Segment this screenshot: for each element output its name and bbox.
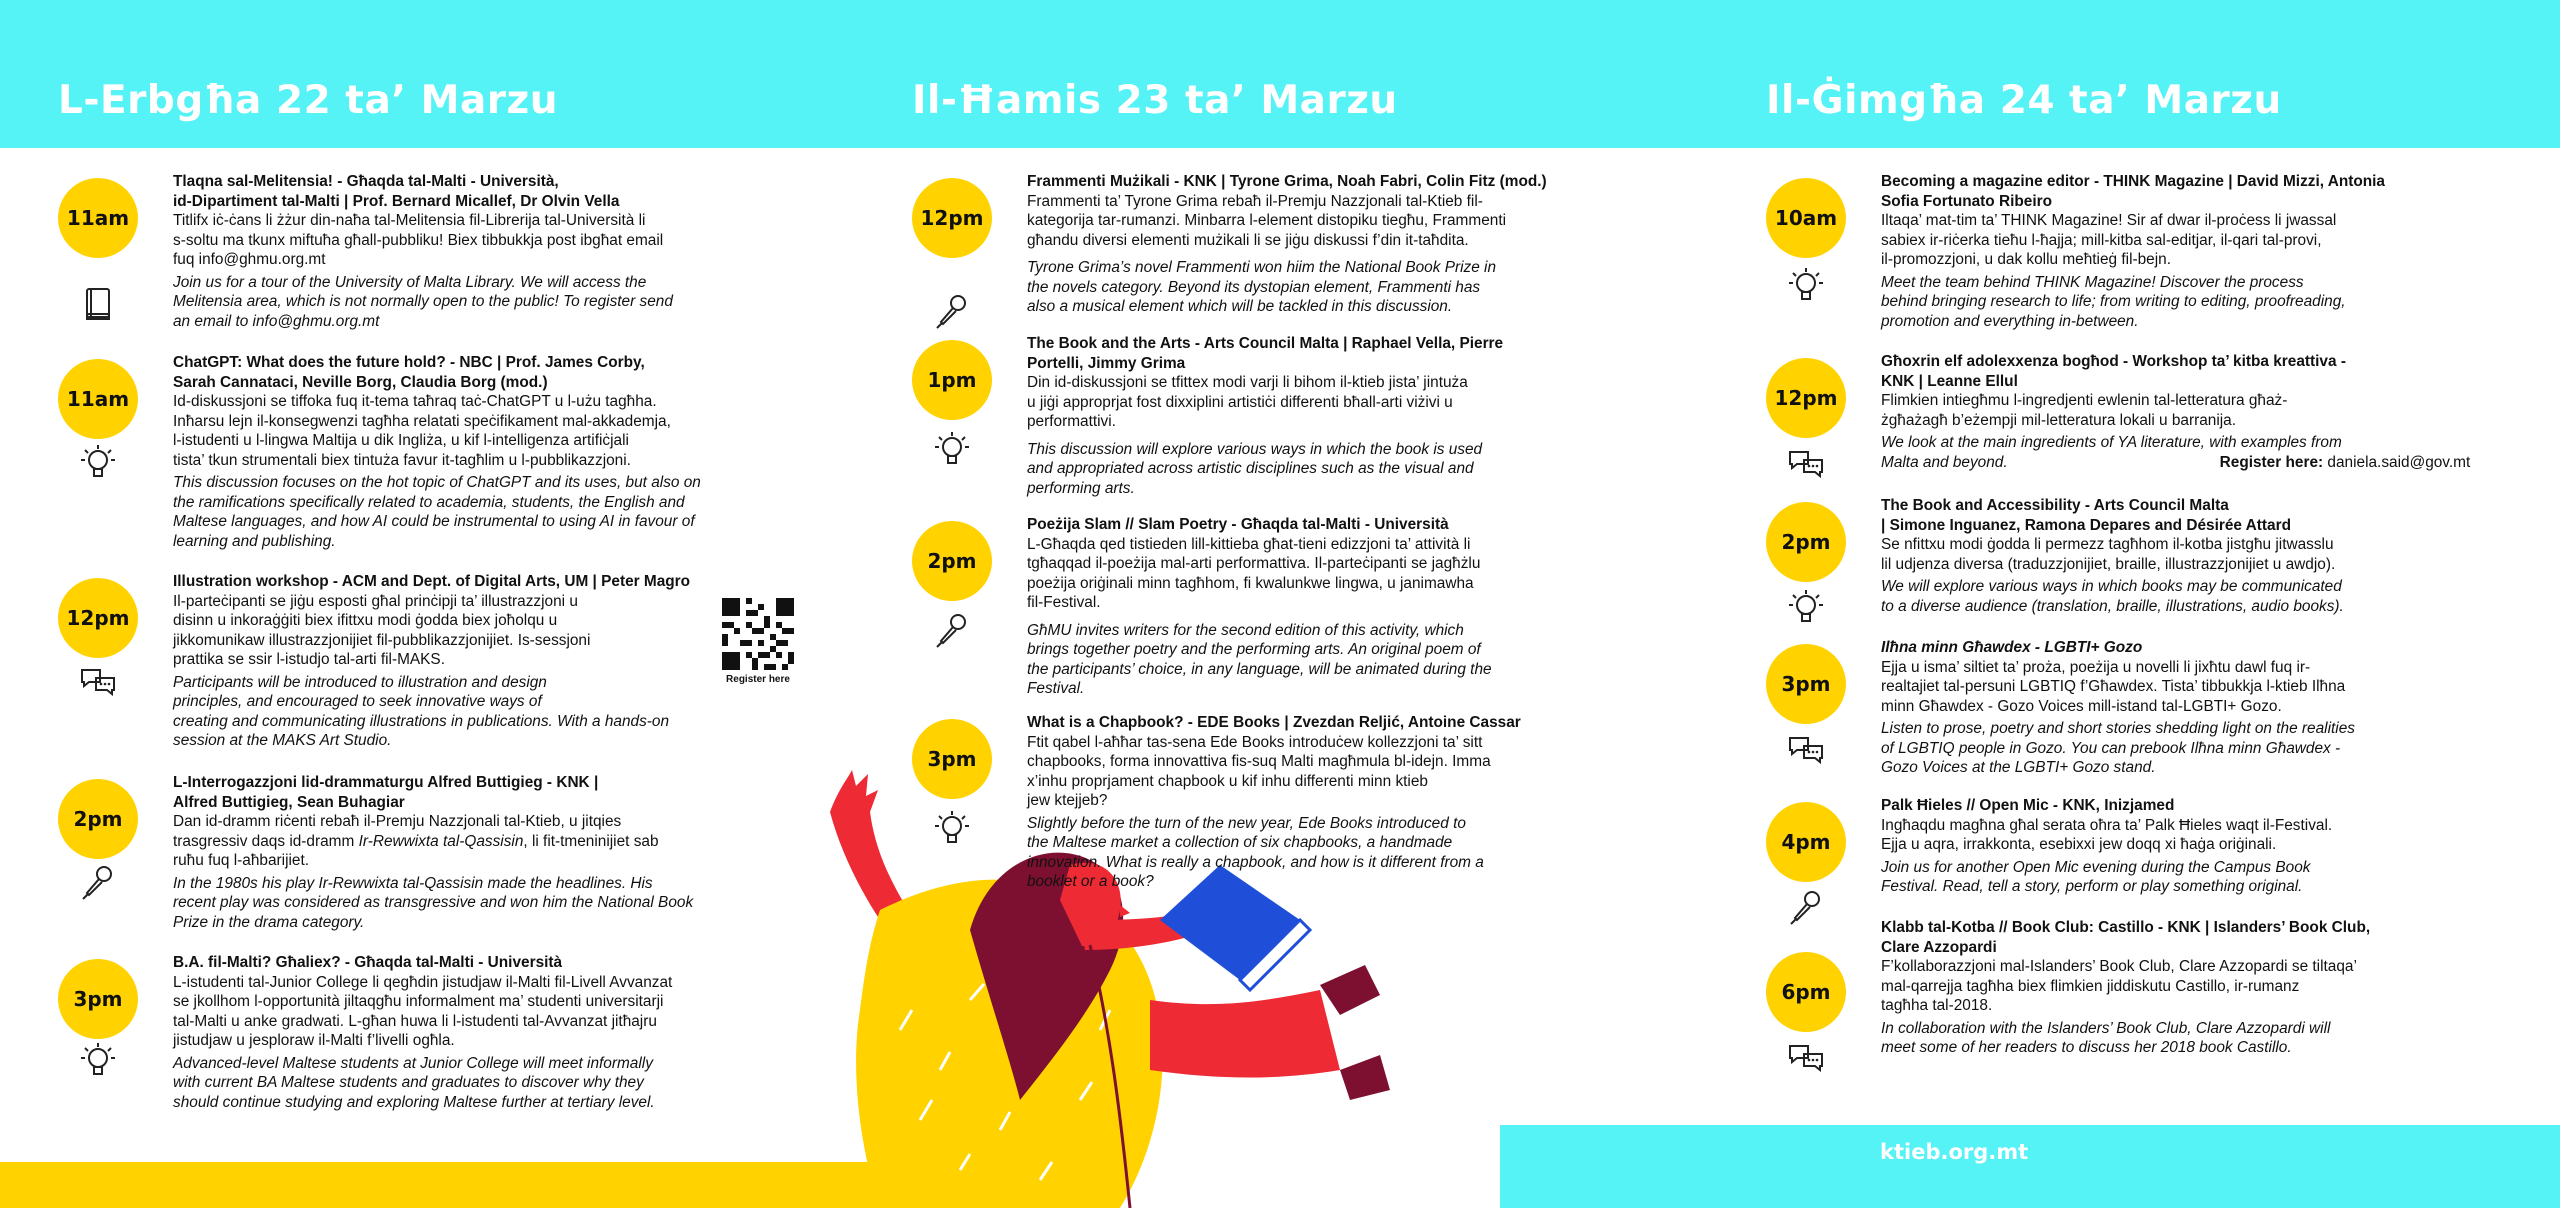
day-title-thursday: Il-Ħamis 23 ta’ Marzu xyxy=(912,78,1398,123)
lightbulb-icon xyxy=(1786,588,1826,628)
lightbulb-icon xyxy=(78,1041,118,1081)
event-description-en: Tyrone Grima’s novel Frammenti won hiim the National Book Prize in xyxy=(1027,259,1497,276)
event-description-en: creating and communicating illustrations in publications. With a hands-on xyxy=(173,712,670,730)
chat-bubbles-icon xyxy=(1786,1038,1826,1078)
footer-band-cyan xyxy=(1500,1125,2560,1208)
event-title: Portelli, Jimmy Grima xyxy=(1027,354,1186,372)
event-title: | Simone Inguanez, Ramona Depares and Désirée Attard xyxy=(1881,516,2291,534)
event-title: The Book and the Arts - Arts Council Malta | Raphael Vella, Pierre xyxy=(1027,335,1504,352)
event-text xyxy=(173,953,883,1112)
event-title: Palk Ħieles // Open Mic - KNK, Inizjamed xyxy=(1881,797,2175,814)
chat-bubbles-icon xyxy=(78,662,118,702)
event-description-mt: l-istudenti u l-lingwa Maltija u dik Ingliża, u kif l-intelligenza artifiċjali xyxy=(173,432,629,449)
chat-bubbles-icon xyxy=(1786,730,1826,770)
time-badge: 3pm xyxy=(58,959,138,1039)
event-description-en: Meet the team behind THINK Magazine! Discover the process xyxy=(1881,273,2304,291)
time-badge: 12pm xyxy=(1766,358,1846,438)
event-description-en: Advanced-level Maltese students at Junior College will meet informally xyxy=(173,1054,653,1072)
event-description-en: should continue studying and exploring Maltese further at tertiary level. xyxy=(173,1093,655,1111)
event-description-mt: Id-diskussjoni se tiffoka fuq it-tema taħraq taċ-ChatGPT u l-użu tagħha. xyxy=(173,393,657,410)
event-title: Għoxrin elf adolexxenza bogħod - Workshop ta’ kitba kreattiva - xyxy=(1881,353,2346,370)
time-badge: 2pm xyxy=(1766,502,1846,582)
event-description-en: innovation. What is really a chapbook, and how is it different from a xyxy=(1027,853,1484,871)
event-description-mt: realtajiet tal-persuni LGBTIQ f’Għawdex. Tista’ tibbukkja l-ktieb Ilħna xyxy=(1881,678,2346,695)
event-title: Illustration workshop - ACM and Dept. of Digital Arts, UM | Peter Magro xyxy=(173,573,691,590)
day-title-friday: Il-Ġimgħa 24 ta’ Marzu xyxy=(1766,78,2282,123)
event-description-en: learning and publishing. xyxy=(173,532,336,550)
event-description-en: Malta and beyond. xyxy=(1881,453,2008,471)
day-title-wednesday: L-Erbgħa 22 ta’ Marzu xyxy=(58,78,558,123)
time-badge: 1pm xyxy=(912,340,992,420)
event-description-en: the Maltese market a collection of six chapbooks, a handmade xyxy=(1027,834,1453,851)
lightbulb-icon xyxy=(932,430,972,470)
time-badge: 2pm xyxy=(58,779,138,859)
event-description-mt: fuq info@ghmu.org.mt xyxy=(173,251,326,268)
event-text xyxy=(1881,172,2560,331)
event-description-en: GħMU invites writers for the second edition of this activity, which xyxy=(1027,621,1464,639)
event-description-en: Prize in the drama category. xyxy=(173,913,365,931)
event-description-mt: Titlifx iċ-ċans li żżur din-naħa tal-Melitensia fil-Librerija tal-Università li xyxy=(173,212,646,229)
event-description-mt: poeżija oriġinali minn tagħhom, fi kwalunkwe lingwa, u janimawha xyxy=(1027,574,1474,592)
website-link[interactable]: ktieb.org.mt xyxy=(1880,1140,2029,1164)
time-badge: 4pm xyxy=(1766,802,1846,882)
event-title: Sarah Cannataci, Neville Borg, Claudia Borg (mod.) xyxy=(173,373,548,391)
event-description-mt: tista’ tkun strumentali biex tintuża favur it-tagħlim u l-pubblikazzjoni. xyxy=(173,451,631,469)
chat-bubbles-icon xyxy=(1786,444,1826,484)
event-description-mt: , li fit-tmeninijiet sab xyxy=(523,832,659,850)
event-description-en: Participants will be introduced to illustration and design xyxy=(173,673,547,691)
event-description-mt: għandu diversi elementi mużikali li se jiġu diskussi f’din it-taħdita. xyxy=(1027,231,1469,249)
event-description-mt: żgħażagħ b’eżempji mil-letteratura lokali u barranija. xyxy=(1881,411,2237,429)
microphone-icon xyxy=(932,292,972,332)
event-description-en: In collaboration with the Islanders’ Book Club, Clare Azzopardi will xyxy=(1881,1019,2331,1037)
event-description-mt: disinn u inkoraġġiti biex ifittxu modi ġodda biex joħolqu u xyxy=(173,612,558,629)
event-title: id-Dipartiment tal-Malti | Prof. Bernard Micallef, Dr Olvin Vella xyxy=(173,192,620,210)
play-title: Ir-Rewwixta tal-Qassisin xyxy=(358,832,524,850)
event-title: What is a Chapbook? - EDE Books | Zvezdan Reljić, Antoine Cassar xyxy=(1027,714,1521,731)
event-description-en: Listen to prose, poetry and short stories shedding light on the realities xyxy=(1881,720,2355,737)
event-description-mt: tgħaqqad il-poeżija mal-arti performattiva. Il-parteċipanti se jagħżlu xyxy=(1027,555,1481,572)
event-description-en: We will explore various ways in which books may be communicated xyxy=(1881,578,2342,595)
event-text xyxy=(1881,638,2560,778)
event-description-mt: jew ktejjeb? xyxy=(1027,792,1108,809)
event-description-en: with current BA Maltese students and graduates to discover why they xyxy=(173,1074,644,1091)
event-description-mt: minn Għawdex - Gozo Voices mill-istand tal-LGBTI+ Gozo. xyxy=(1881,697,2282,715)
event-description-en: Melitensia area, which is not normally open to the public! To register send xyxy=(173,293,673,310)
microphone-icon xyxy=(78,863,118,903)
event-title: Klabb tal-Kotba // Book Club: Castillo - KNK | Islanders’ Book Club, xyxy=(1881,919,2371,936)
event-text xyxy=(1881,352,2560,472)
event-title: ChatGPT: What does the future hold? - NBC | Prof. James Corby, xyxy=(173,354,645,371)
time-badge: 2pm xyxy=(912,521,992,601)
event-description-en: behind bringing research to life; from writing to editing, proofreading, xyxy=(1881,293,2346,310)
event-description-mt: Ftit qabel l-aħħar tas-sena Ede Books introduċew kollezzjoni ta’ sitt xyxy=(1027,733,1483,751)
event-text xyxy=(173,172,863,331)
lightbulb-icon xyxy=(932,809,972,849)
event-title: Ilħna minn Għawdex - LGBTI+ Gozo xyxy=(1881,639,2143,656)
event-title: Tlaqna sal-Melitensia! - Għaqda tal-Malti - Università, xyxy=(173,173,559,190)
event-description-en: the novels category. Beyond its dystopian element, Frammenti has xyxy=(1027,278,1481,296)
time-badge: 6pm xyxy=(1766,952,1846,1032)
event-description-en: We look at the main ingredients of YA literature, with examples from xyxy=(1881,434,2342,451)
event-title: Becoming a magazine editor - THINK Magazine | David Mizzi, Antonia xyxy=(1881,173,2385,190)
event-description-en: Maltese languages, and how AI could be instrumental to using AI in favour of xyxy=(173,513,695,530)
qr-register-label: Register here xyxy=(726,674,790,685)
microphone-icon xyxy=(932,611,972,651)
event-description-mt: s-soltu ma tkunx miftuħa għall-pubbliku! Biex tibbukkja post ibgħat email xyxy=(173,231,664,249)
lightbulb-icon xyxy=(1786,266,1826,306)
event-title: Frammenti Mużikali - KNK | Tyrone Grima, Noah Fabri, Colin Fitz (mod.) xyxy=(1027,173,1547,190)
event-description-mt: Din id-diskussjoni se tfittex modi varji li bihom il-ktieb jista’ jintuża xyxy=(1027,374,1468,391)
time-badge: 3pm xyxy=(1766,644,1846,724)
event-description-mt: Ejja u aqra, irrakkonta, esebixxi jew doqq xi ħaġa oriġinali. xyxy=(1881,836,2277,853)
event-description-mt: tal-Malti u anke gradwati. L-għan huwa li l-istudenti tal-Avvanzat jitħajru xyxy=(173,1012,657,1030)
event-description-mt: Ingħaqdu magħna għal serata oħra ta’ Palk Ħieles waqt il-Festival. xyxy=(1881,816,2333,834)
event-text xyxy=(1027,713,1727,892)
time-badge: 12pm xyxy=(58,578,138,658)
event-title: Clare Azzopardi xyxy=(1881,938,1997,956)
event-text xyxy=(1881,918,2560,1058)
event-description-mt: trasgressiv daqs id-dramm xyxy=(173,832,359,850)
event-description-en: principles, and encouraged to seek innovative ways of xyxy=(173,693,542,710)
event-text xyxy=(1027,172,1727,317)
event-description-mt: ruħu fuq l-aħbarijiet. xyxy=(173,852,310,869)
event-description-en: This discussion focuses on the hot topic of ChatGPT and its uses, but also on xyxy=(173,474,701,491)
event-description-en: Festival. Read, tell a story, perform or play something original. xyxy=(1881,878,2303,895)
time-badge: 11am xyxy=(58,359,138,439)
event-description-mt: Iltaqa’ mat-tim ta’ THINK Magazine! Sir af dwar il-proċess li jwassal xyxy=(1881,212,2337,229)
header-band xyxy=(0,0,2560,148)
register-email-link[interactable]: daniela.said@gov.mt xyxy=(2327,453,2471,471)
event-description-mt: L-istudenti tal-Junior College li qegħdin jistudjaw il-Malti fil-Livell Avvanzat xyxy=(173,973,673,991)
event-text xyxy=(1027,334,1727,498)
event-title: L-Interrogazzjoni lid-drammaturgu Alfred Buttigieg - KNK | xyxy=(173,774,599,791)
event-text xyxy=(1881,496,2560,616)
event-description-mt: il-promozzjoni, u dak kollu meħtieġ fil-bejn. xyxy=(1881,251,2171,268)
event-description-mt: lil udjenza diversa (traduzzjonijiet, braille, illustrazzjonijiet u awdjo). xyxy=(1881,555,2336,573)
event-description-en: the participants’ choice, in any language, will be animated during the xyxy=(1027,660,1492,678)
event-description-mt: Flimkien intiegħmu l-ingredjenti ewlenin tal-letteratura għaż- xyxy=(1881,392,2288,409)
event-description-mt: se jkollhom l-opportunità jiltaqgħu informalment ma’ studenti universitarji xyxy=(173,993,664,1010)
event-description-mt: x’inhu proprjament chapbook u kif inhu differenti minn ktieb xyxy=(1027,772,1428,790)
event-description-en: In the 1980s his play Ir-Rewwixta tal-Qassisin made the headlines. His xyxy=(173,874,653,892)
event-title: The Book and Accessibility - Arts Council Malta xyxy=(1881,497,2229,514)
event-description-en: performing arts. xyxy=(1027,479,1135,497)
book-icon xyxy=(78,284,118,324)
event-text xyxy=(173,353,873,551)
event-description-en: recent play was considered as transgressive and won him the National Book xyxy=(173,894,694,911)
event-description-en: Festival. xyxy=(1027,680,1085,697)
microphone-icon xyxy=(1786,888,1826,928)
event-title: Alfred Buttigieg, Sean Buhagiar xyxy=(173,793,405,811)
event-description-mt: Ejja u isma’ siltiet ta’ proża, poeżija u novelli li jixħtu dawl fuq ir- xyxy=(1881,658,2311,676)
event-description-mt: F’kollaborazzjoni mal-Islanders’ Book Club, Clare Azzopardi se tiltaqa’ xyxy=(1881,958,2357,975)
event-description-mt: mal-qarrejja tagħha biex flimkien jiddiskutu Castillo, ir-rumanz xyxy=(1881,977,2300,995)
event-description-mt: Inħarsu lejn il-konsegwenzi tagħha relatati speċifikament mal-akkademja, xyxy=(173,412,671,430)
event-description-en: brings together poetry and the performing arts. An original poem of xyxy=(1027,641,1481,658)
event-description-en: an email to info@ghmu.org.mt xyxy=(173,312,380,330)
event-description-mt: Dan id-dramm riċenti rebaħ il-Premju Nazzjonali tal-Ktieb, u jitqies xyxy=(173,813,622,830)
event-text xyxy=(173,773,873,932)
event-description-en: the ramifications specifically related to academia, students, the English and xyxy=(173,493,685,511)
register-label: Register here: xyxy=(2219,453,2324,471)
event-description-mt: chapbooks, forma innovattiva fis-suq Malti magħmula bl-idejn. Imma xyxy=(1027,753,1491,770)
event-description-en: Join us for a tour of the University of Malta Library. We will access the xyxy=(173,273,647,291)
time-badge: 12pm xyxy=(912,178,992,258)
qr-code[interactable] xyxy=(722,598,794,670)
event-description-mt: Frammenti ta’ Tyrone Grima rebaħ il-Premju Nazzjonali tal-Ktieb fil- xyxy=(1027,192,1483,210)
time-badge: 3pm xyxy=(912,719,992,799)
time-badge: 10am xyxy=(1766,178,1846,258)
event-description-en: This discussion will explore various ways in which the book is used xyxy=(1027,440,1483,458)
lightbulb-icon xyxy=(78,443,118,483)
event-description-en: meet some of her readers to discuss her 2018 book Castillo. xyxy=(1881,1039,2292,1056)
event-title: Sofia Fortunato Ribeiro xyxy=(1881,192,2053,210)
event-description-mt: performattivi. xyxy=(1027,413,1116,430)
event-description-mt: Se nfittxu modi ġodda li permezz tagħhom il-kotba jistgħu jitwasslu xyxy=(1881,536,2334,553)
event-description-mt: prattika se ssir l-istudjo tal-arti fil-MAKS. xyxy=(173,651,445,668)
event-description-en: and appropriated across artistic disciplines such as the visual and xyxy=(1027,460,1474,477)
event-description-mt: kategorija tar-rumanzi. Minbarra l-element distopiku tiegħu, Frammenti xyxy=(1027,212,1507,229)
event-description-en: of LGBTIQ people in Gozo. You can prebook Ilħna minn Għawdex - xyxy=(1881,739,2341,757)
event-text xyxy=(1027,515,1727,699)
event-description-mt: u jiġi approprjat fost dixxiplini artistiċi differenti bħall-arti viżivi u xyxy=(1027,393,1453,411)
event-description-mt: fil-Festival. xyxy=(1027,594,1101,611)
event-title: Poeżija Slam // Slam Poetry - Għaqda tal-Malti - Università xyxy=(1027,516,1449,533)
event-description-mt: jikkomunikaw illustrazzjonijiet fil-pubblikazzjonijiet. Is-sessjoni xyxy=(173,631,591,649)
time-badge: 11am xyxy=(58,178,138,258)
event-description-en: also a musical element which will be tackled in this discussion. xyxy=(1027,298,1453,315)
event-description-en: session at the MAKS Art Studio. xyxy=(173,732,392,749)
event-text xyxy=(1881,796,2560,897)
event-description-mt: Il-parteċipanti se jiġu esposti għal prinċipji ta’ illustrazzjoni u xyxy=(173,592,578,610)
event-description-en: Join us for another Open Mic evening during the Campus Book xyxy=(1881,858,2311,876)
event-title: B.A. fil-Malti? Għaliex? - Għaqda tal-Malti - Università xyxy=(173,954,563,971)
event-description-mt: sabiex ir-riċerka tieħu l-ħajja; mill-kitba sal-editjar, il-qari tal-provi, xyxy=(1881,231,2322,249)
event-description-mt: tagħha tal-2018. xyxy=(1881,997,1993,1014)
event-description-en: promotion and everything in-between. xyxy=(1881,312,2139,330)
event-description-mt: jistudjaw u jesploraw il-Malti f’livelli ogħla. xyxy=(173,1032,455,1049)
event-description-en: to a diverse audience (translation, braille, illustrations, audio books). xyxy=(1881,597,2344,615)
event-description-en: booklet or a book? xyxy=(1027,873,1154,890)
event-title: KNK | Leanne Ellul xyxy=(1881,372,2018,390)
event-description-mt: L-Għaqda qed tistieden lill-kittieba għat-tieni edizzjoni ta’ attività li xyxy=(1027,535,1471,553)
event-description-en: Slightly before the turn of the new year, Ede Books introduced to xyxy=(1027,814,1466,832)
event-description-en: Gozo Voices at the LGBTI+ Gozo stand. xyxy=(1881,759,2156,776)
